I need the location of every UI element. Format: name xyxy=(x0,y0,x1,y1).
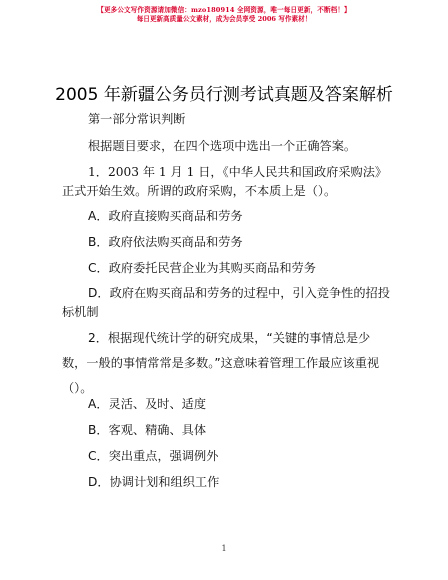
question-1-option-c: C．政府委托民营企业为其购买商品和劳务 xyxy=(88,261,316,275)
document-title: 2005 年新疆公务员行测考试真题及答案解析 xyxy=(55,85,393,105)
page-number: 1 xyxy=(221,544,227,553)
question-2-option-c: C．突出重点，强调例外 xyxy=(88,449,219,463)
banner-line-1: 【更多公文写作资源请加微信：mzo180914 全网资源，唯一每日更新，不断档！】 xyxy=(97,6,351,14)
question-2-option-d: D．协调计划和组织工作 xyxy=(88,475,220,489)
question-1-option-d: D．政府在购买商品和劳务的过程中，引入竞争性的招投标机制 xyxy=(62,286,390,319)
question-1-option-b: B．政府依法购买商品和劳务 xyxy=(88,235,243,249)
promo-banner xyxy=(0,6,448,24)
section-heading: 第一部分常识判断 xyxy=(88,112,186,126)
question-2-option-b: B．客观、精确、具体 xyxy=(88,423,207,437)
banner-line-2: 每日更新高质量公文素材，成为会员享受 2006 写作素材！ xyxy=(136,15,312,23)
question-1-option-a: A．政府直接购买商品和劳务 xyxy=(88,209,243,223)
question-2-stem: 2．根据现代统计学的研究成果，“关键的事情总是少数，一般的事情常常是多数。”这意味着管理工作最应该重视（）。 xyxy=(62,331,380,395)
question-1-stem: 1．2003 年 1 月 1 日，《中华人民共和国政府采购法》正式开始生效。所谓的政府采购，不本质上是（）。 xyxy=(62,165,388,198)
instruction-text: 根据题目要求，在四个选项中选出一个正确答案。 xyxy=(88,139,357,153)
question-2-option-a: A．灵活、及时、适度 xyxy=(88,397,207,411)
